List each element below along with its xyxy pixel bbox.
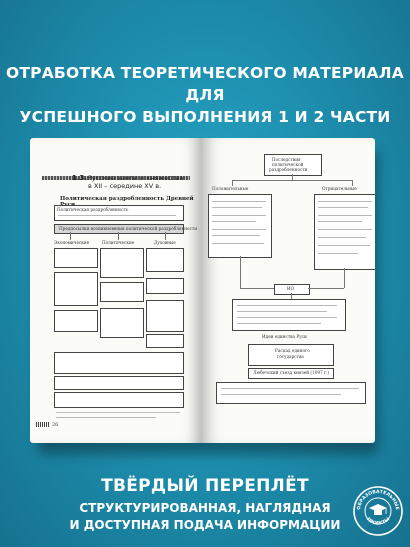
text-line [221,394,341,395]
graduation-cap-icon [369,504,387,515]
bottom-title: ТВЁРДЫЙ ПЕРЕПЛЁТ [101,476,309,496]
badge-top-textpath: ОБРАЗОВАТЕЛЬНЫЕ [356,489,400,511]
text-line [56,412,180,413]
consequences-line-1: Последствия [272,157,301,162]
text-line [318,253,358,254]
section-title-line-2: в XII – середине XV в. [88,182,162,190]
diagram-box-wide [54,392,184,408]
text-line [318,229,372,230]
text-line [237,311,327,312]
diagram-cell [54,248,98,268]
text-line [212,243,264,244]
text-line [318,245,370,246]
text-line [237,317,337,318]
connector [344,268,345,288]
consequences-line-3: раздробленности [269,167,308,172]
column-label-spiritual: Духовные [154,240,176,245]
result-line-2: государства [277,354,304,359]
diagram-cell [146,300,184,332]
connector [240,288,274,289]
text-line [318,201,372,202]
diagram-cell [146,278,184,294]
text-line [58,215,176,216]
diagram-cell [146,248,184,272]
section-title [88,174,188,190]
text-line [212,201,266,202]
text-line [212,229,266,230]
section-number: 1.3. [72,174,88,182]
headline [0,62,410,128]
left-page [30,138,202,443]
text-line [237,305,337,306]
diagram-cell [54,310,98,332]
page-number: 26 [52,422,59,428]
diagram-box-center-text: Предпосылки возникновения политической раздробленности [59,226,198,231]
column-label-political: Политические [102,240,135,245]
lubech-box [248,368,334,379]
unity-box [232,299,346,331]
text-line [318,215,372,216]
bottom-subtitle [0,500,410,534]
diagram-cell [54,272,98,306]
diagram-box-wide [54,352,184,374]
positive-box [208,194,272,258]
bottom-subtitle-line-2: И ДОСТУПНАЯ ПОДАЧА ИНФОРМАЦИИ [69,518,341,532]
center-box [274,284,310,295]
bottom-box [216,382,366,404]
badge-bottom-textpath: ПРОЕКТЫ [365,517,391,527]
page-number-decoration [36,422,50,427]
connector [240,256,241,288]
text-line [318,221,362,222]
diagram-cell [146,334,184,348]
negative-box [314,194,375,270]
connector [165,232,166,240]
badge-bottom-text [365,516,391,526]
result-box [248,344,334,366]
diagram-cell [100,248,144,278]
diagram-cell [100,282,144,302]
negative-label: Отрицательные [322,186,357,191]
text-line [318,207,368,208]
right-page [202,138,375,443]
diagram-box-top-text: Политическая раздробленность [57,207,129,212]
center-box-text: ИО [287,286,295,291]
publisher-badge [352,485,404,537]
connector [232,180,352,181]
headline-line-2: УСПЕШНОГО ВЫПОЛНЕНИЯ 1 И 2 ЧАСТИ [19,108,391,126]
column-label-economic: Экономические [54,240,90,245]
text-line [212,235,260,236]
connector [308,288,344,289]
chart-heading: Политическая раздробленность Древней [60,196,194,202]
consequences-line-2: политической [272,162,304,167]
text-line [221,388,359,389]
result-line-1: Распад единого [275,348,310,353]
section-title-line-1: Русские земли и княжества [88,174,184,182]
unity-label: Идеи единства Руси [262,334,307,339]
text-line [212,207,262,208]
text-line [318,237,366,238]
connector [70,232,71,240]
text-line [56,417,156,418]
positive-label: Положительные [212,186,249,191]
diagram-box-wide [54,376,184,390]
bottom-subtitle-line-1: СТРУКТУРИРОВАННАЯ, НАГЛЯДНАЯ [79,501,331,515]
lubech-text: Любечский съезд князей (1097 г.) [253,370,330,375]
headline-line-1: ОТРАБОТКА ТЕОРЕТИЧЕСКОГО МАТЕРИАЛА ДЛЯ [6,64,404,104]
text-line [212,221,256,222]
consequences-box [264,154,322,176]
connector [118,232,119,240]
text-line [212,215,266,216]
open-book [30,138,375,450]
diagram-box-top [54,205,184,221]
diagram-cell [100,308,144,338]
text-line [237,323,321,324]
